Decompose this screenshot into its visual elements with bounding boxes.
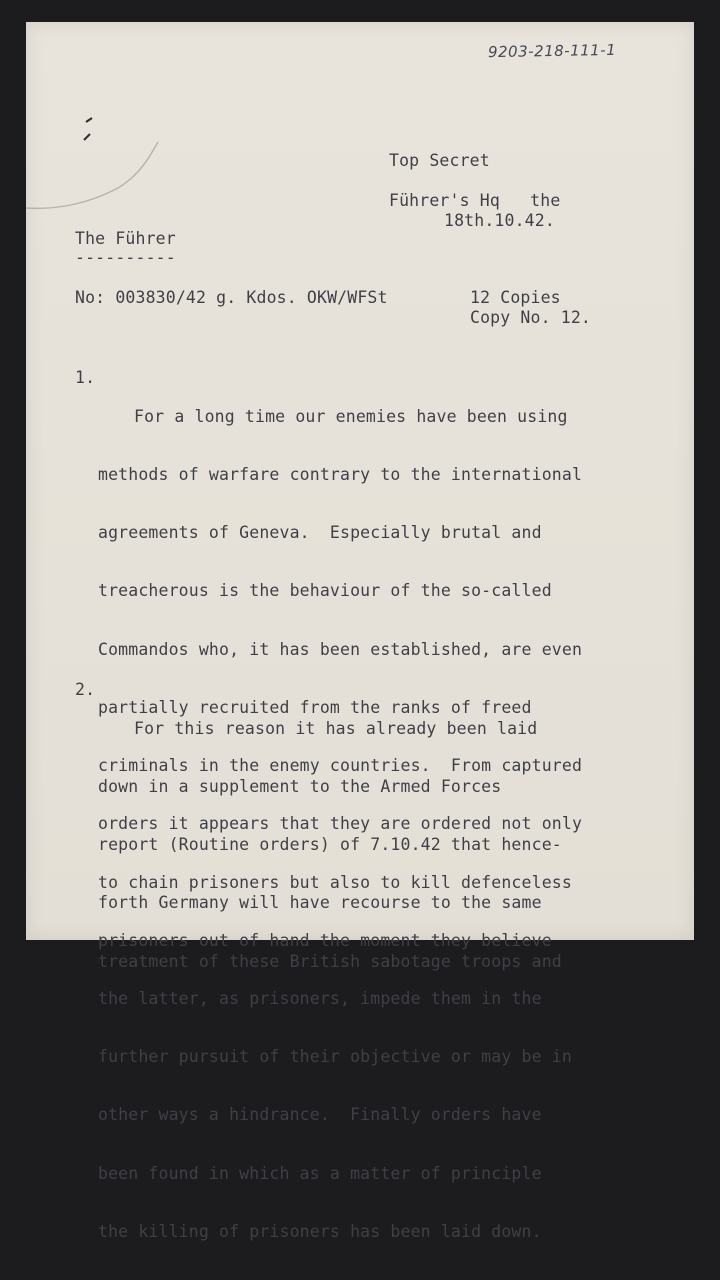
paragraph-line: the killing of prisoners has been laid down. bbox=[98, 1221, 542, 1241]
sender: The Führer bbox=[75, 229, 176, 248]
paragraph-number: 1. bbox=[75, 368, 96, 387]
paragraph-line: to chain prisoners but also to kill defenceless bbox=[98, 872, 572, 892]
paragraph-line: Commandos who, it has been established, are even bbox=[98, 639, 583, 659]
reference-number: 9203-218-111-1 bbox=[487, 40, 617, 62]
paragraph-line: further pursuit of their objective or may be in bbox=[98, 1047, 572, 1067]
paragraph-line: orders it appears that they are ordered not only bbox=[98, 814, 583, 834]
paragraph-line: partially recruited from the ranks of freed bbox=[98, 697, 532, 717]
paragraph-2 bbox=[98, 680, 562, 1010]
paragraph-line: treacherous is the behaviour of the so-called bbox=[98, 581, 552, 601]
paragraph-line: forth Germany will have recourse to the same bbox=[98, 893, 542, 913]
paragraph-line: For this reason it has already been laid bbox=[134, 718, 538, 738]
torn-corner-mark bbox=[26, 82, 196, 242]
paragraph-line: report (Routine orders) of 7.10.42 that hence- bbox=[98, 835, 562, 855]
paragraph-line: down in a supplement to the Armed Forces bbox=[98, 777, 502, 797]
paragraph-line: methods of warfare contrary to the international bbox=[98, 465, 583, 485]
document-page bbox=[26, 22, 694, 1241]
copy-number: Copy No. 12. bbox=[470, 308, 592, 327]
date: 18th.10.42. bbox=[444, 211, 555, 230]
copies-count: 12 Copies bbox=[470, 288, 561, 307]
order-number: No: 003830/42 g. Kdos. OKW/WFSt bbox=[75, 288, 388, 307]
paragraph-line: other ways a hindrance. Finally orders have bbox=[98, 1105, 542, 1125]
paragraph-line: treatment of these British sabotage troops and bbox=[98, 951, 562, 971]
paragraph-line: the latter, as prisoners, impede them in the bbox=[98, 989, 542, 1008]
location: Führer's Hq the bbox=[389, 191, 561, 210]
sender-underline: ---------- bbox=[75, 248, 176, 267]
classification: Top Secret bbox=[389, 151, 490, 170]
paragraph-line: criminals in the enemy countries. From captured bbox=[98, 756, 583, 776]
paragraph-line: prisoners out of hand the moment they believe bbox=[98, 930, 552, 950]
paragraph-line: been found in which as a matter of principle bbox=[98, 1163, 542, 1183]
paragraph-line: For a long time our enemies have been using bbox=[134, 406, 568, 426]
paragraph-line: agreements of Geneva. Especially brutal and bbox=[98, 523, 542, 543]
paragraph-number: 2. bbox=[75, 680, 96, 699]
